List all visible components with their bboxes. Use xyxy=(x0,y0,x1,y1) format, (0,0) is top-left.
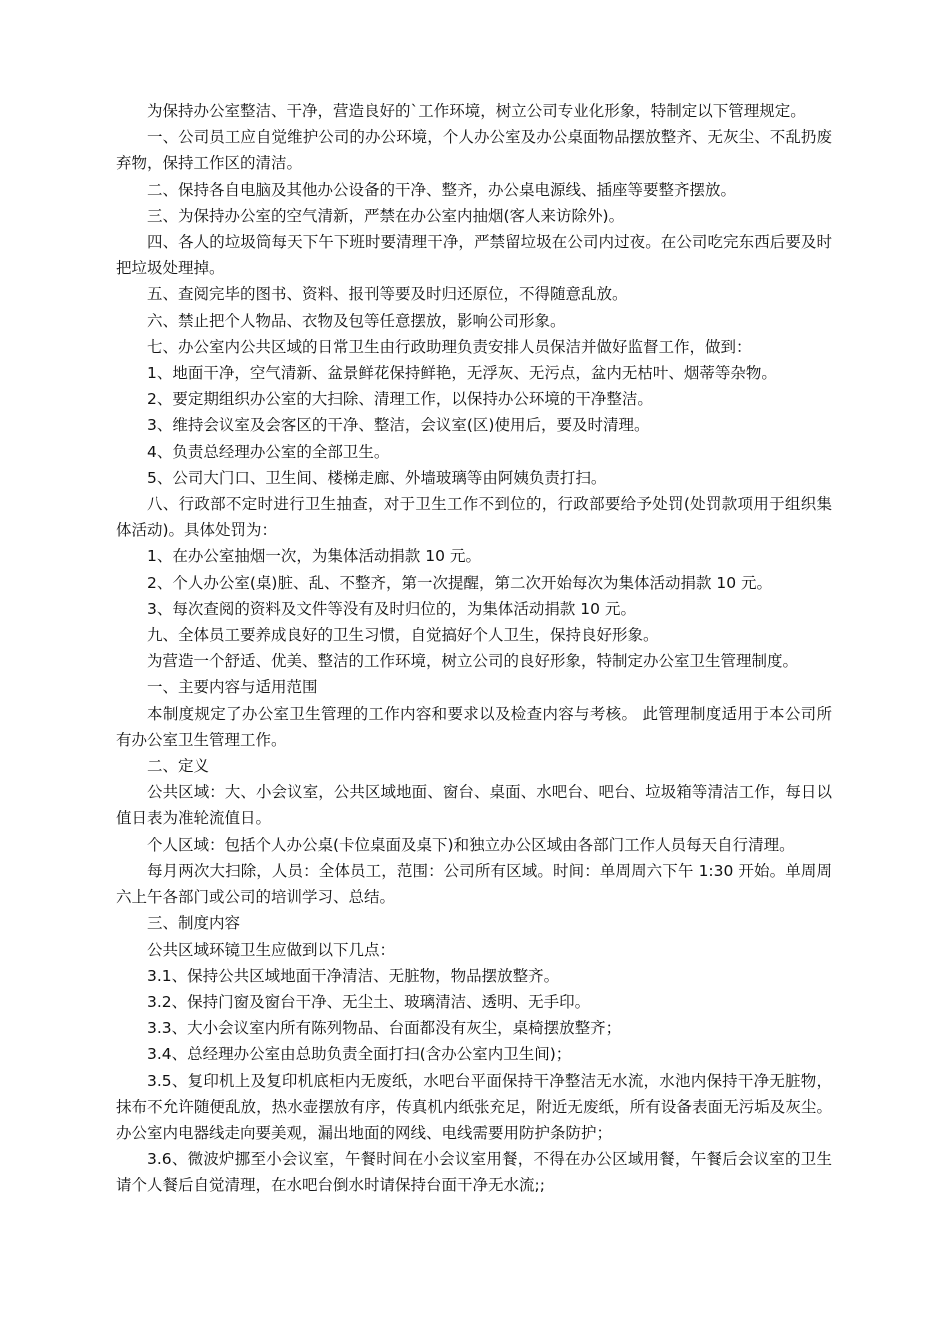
paragraph: 3.3、大小会议室内所有陈列物品、台面都没有灰尘，桌椅摆放整齐； xyxy=(147,1019,622,1038)
paragraph: 六、禁止把个人物品、衣物及包等任意摆放，影响公司形象。 xyxy=(147,311,566,330)
paragraph: 为营造一个舒适、优美、整洁的工作环境，树立公司的良好形象，特制定办公室卫生管理制度。 xyxy=(147,652,799,671)
paragraph: 3.2、保持门窗及窗台干净、无尘土、玻璃清洁、透明、无手印。 xyxy=(147,992,591,1011)
paragraph: 七、办公室内公共区域的日常卫生由行政助理负责安排人员保洁并做好监督工作，做到： xyxy=(147,337,752,356)
paragraph: 为保持办公室整洁、干净，营造良好的`工作环境，树立公司专业化形象，特制定以下管理规定。 xyxy=(147,102,806,120)
paragraph: 二、保持各自电脑及其他办公设备的干净、整齐，办公桌电源线、插座等要整齐摆放。 xyxy=(147,180,737,199)
paragraph: 公共区域：大、小会议室，公共区域地面、窗台、桌面、水吧台、吧台、垃圾箱等清洁工作，每日以值日表为准轮流值日。 xyxy=(116,783,832,828)
paragraph: 2、个人办公室(桌)脏、乱、不整齐，第一次提醒，第二次开始每次为集体活动捐款 10 元。 xyxy=(147,573,773,592)
paragraph: 2、要定期组织办公室的大扫除、清理工作，以保持办公环境的干净整洁。 xyxy=(147,390,653,409)
paragraph: 公共区域环镜卫生应做到以下几点： xyxy=(147,940,396,959)
section-heading: 三、制度内容 xyxy=(147,914,241,933)
paragraph: 本制度规定了办公室卫生管理的工作内容和要求以及检查内容与考核。 此管理制度适用于本公司所有办公室卫生管理工作。 xyxy=(116,704,832,749)
section-heading: 一、主要内容与适用范围 xyxy=(147,678,318,697)
paragraph: 八、行政部不定时进行卫生抽查，对于卫生工作不到位的，行政部要给予处罚(处罚款项用于组织集体活动)。具体处罚为： xyxy=(116,495,832,540)
paragraph: 每月两次大扫除，人员：全体员工，范围：公司所有区域。时间：单周周六下午 1:30 开始。单周周六上午各部门或公司的培训学习、总结。 xyxy=(116,861,832,907)
paragraph: 1、地面干净，空气清新、盆景鲜花保持鲜艳，无浮灰、无污点，盆内无枯叶、烟蒂等杂物。 xyxy=(147,364,777,383)
paragraph: 4、负责总经理办公室的全部卫生。 xyxy=(147,442,390,461)
paragraph: 四、各人的垃圾筒每天下午下班时要清理干净，严禁留垃圾在公司内过夜。在公司吃完东西后要及时把垃圾处理掉。 xyxy=(116,233,832,278)
paragraph: 三、为保持办公室的空气清新，严禁在办公室内抽烟(客人来访除外)。 xyxy=(147,206,625,225)
paragraph: 九、全体员工要养成良好的卫生习惯，自觉搞好个人卫生，保持良好形象。 xyxy=(147,626,659,645)
section-heading: 二、定义 xyxy=(147,757,210,776)
paragraph: 个人区域：包括个人办公桌(卡位桌面及桌下)和独立办公区域由各部门工作人员每天自行清理。 xyxy=(147,835,795,854)
paragraph: 五、查阅完毕的图书、资料、报刊等要及时归还原位，不得随意乱放。 xyxy=(147,285,628,304)
paragraph: 1、在办公室抽烟一次，为集体活动捐款 10 元。 xyxy=(147,547,481,566)
paragraph: 3.5、复印机上及复印机底柜内无废纸，水吧台平面保持干净整洁无水流，水池内保持干净无脏物，抹布不允许随便乱放，热水壶摆放有序，传真机内纸张充足，附近无废纸，所有设备表面无污垢及灰尘。办公室内电器线走向要美观，漏出地面的网线、电线需要用防护条防护； xyxy=(116,1071,832,1142)
paragraph: 3.6、微波炉挪至小会议室，午餐时间在小会议室用餐，不得在办公区域用餐，午餐后会议室的卫生请个人餐后自觉清理，在水吧台倒水时请保持台面干净无水流;; xyxy=(116,1150,832,1195)
paragraph: 5、公司大门口、卫生间、楼梯走廊、外墙玻璃等由阿姨负责打扫。 xyxy=(147,468,607,487)
paragraph: 3.1、保持公共区域地面干净清洁、无脏物，物品摆放整齐。 xyxy=(147,966,560,985)
paragraph: 3、每次查阅的资料及文件等没有及时归位的，为集体活动捐款 10 元。 xyxy=(147,599,636,618)
paragraph: 一、公司员工应自觉维护公司的办公环境，个人办公室及办公桌面物品摆放整齐、无灰尘、不乱扔废弃物，保持工作区的清洁。 xyxy=(116,128,832,173)
paragraph: 3.4、总经理办公室由总助负责全面打扫(含办公室内卫生间)； xyxy=(147,1045,572,1064)
paragraph: 3、维持会议室及会客区的干净、整洁，会议室(区)使用后，要及时清理。 xyxy=(147,416,650,435)
